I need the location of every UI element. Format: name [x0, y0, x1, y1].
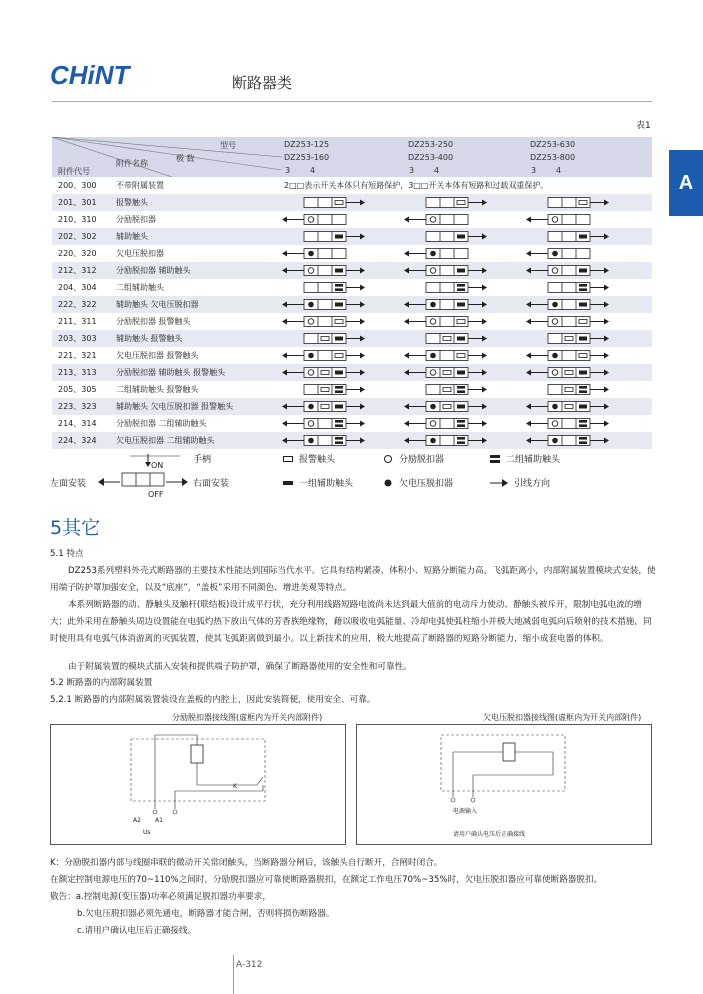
undervoltage-wiring-svg [357, 725, 651, 844]
header-col2-pole4: 4 [434, 166, 440, 175]
row-name: 报警触头 [116, 198, 148, 207]
accessory-symbol-icon [526, 299, 616, 310]
note-warning-a: 敬告：a.控制电源(变压器)功率必须满足脱扣器功率要求， [50, 892, 271, 902]
row-name: 分励脱扣器 二组辅助触头 [116, 419, 207, 428]
row-code: 220、320 [58, 249, 97, 258]
legend-aux2 [490, 452, 560, 465]
row-name: 分励脱扣器 辅助触头 [116, 266, 191, 275]
row-code: 210、310 [58, 215, 97, 224]
row-name: 欠电压脱扣器 报警触头 [116, 351, 199, 360]
table-row [52, 398, 652, 415]
header-col3-pole4: 4 [556, 166, 562, 175]
accessory-symbol-icon [526, 435, 616, 446]
accessory-symbol-icon [404, 384, 494, 395]
accessory-symbol-icon [404, 282, 494, 293]
accessory-symbol-icon [282, 231, 372, 242]
table-row [52, 364, 652, 381]
legend-on: ON [151, 461, 164, 470]
accessory-symbol-icon [526, 418, 616, 429]
legend-shunt-label: 分励脱扣器 [399, 455, 445, 465]
accessory-symbol-icon [282, 367, 372, 378]
header-col3-model-a: DZ253-630 [530, 140, 576, 149]
row-name: 辅助触头 欠电压脱扣器 报警触头 [116, 402, 234, 411]
row-code: 200、300 [58, 181, 97, 190]
accessory-symbol-icon [404, 316, 494, 327]
legend-lead-label: 引线方向 [514, 479, 551, 489]
accessory-symbol-icon [282, 333, 372, 344]
row-code: 204、304 [58, 283, 97, 292]
accessory-symbol-icon [404, 333, 494, 344]
accessory-symbol-icon [282, 299, 372, 310]
accessory-symbol-icon [526, 316, 616, 327]
legend-under [383, 476, 453, 489]
accessory-symbol-icon [282, 248, 372, 259]
table-row [52, 211, 652, 228]
accessory-symbol-icon [282, 316, 372, 327]
table-row [52, 330, 652, 347]
legend-left-mount: 左面安装 [50, 479, 87, 489]
legend-aux [283, 476, 353, 489]
accessory-symbol-icon [404, 435, 494, 446]
section-5-1-heading: 5.1 特点 [50, 549, 84, 559]
left-arrow-icon [98, 478, 120, 486]
chint-logo: CHiNT [50, 60, 130, 90]
accessory-symbol-icon [282, 384, 372, 395]
accessory-symbol-icon [526, 401, 616, 412]
accessory-symbol-icon [404, 214, 494, 225]
paragraph-1: DZ253系列塑料外壳式断路器的主要技术性能达到国际当代水平。它具有结构紧凑、体积小、短路分断能力高，飞弧距离小，内部附属装置模块式安装，使用端子防护罩加强安全，以及“底座”，“盖板”采用不同颜色、增进美观等特点。 [50, 566, 656, 593]
section-5-2-1-heading: 5.2.1 断路器的内部附属装置装设在盖板的内腔上，因此安装简便，使用安全、可靠。 [50, 695, 376, 705]
row-name: 欠电压脱扣器 [116, 249, 164, 258]
shunt-diagram-caption: 分励脱扣器接线图(虚框内为开关内部附件) [172, 713, 323, 722]
section-title: 断路器类 [232, 74, 293, 92]
legend-off: OFF [148, 490, 164, 499]
legend-shunt [383, 452, 444, 465]
header-col1-pole4: 4 [310, 166, 316, 175]
accessory-symbol-icon [282, 418, 372, 429]
table-row [52, 347, 652, 364]
note-warning-c: c.请用户确认电压后正确接线。 [77, 926, 197, 936]
accessory-symbol-icon [526, 282, 616, 293]
note-k: K：分励脱扣器内部与线圈串联的微动开关常闭触头，当断路器分闸后，该触头自行断开，合闸时闭合。 [50, 858, 443, 868]
table-row [52, 381, 652, 398]
table-row [52, 262, 652, 279]
header-accessory-name: 附件名称 [116, 159, 148, 168]
row-code: 212、312 [58, 266, 97, 275]
table-row [52, 177, 652, 194]
table-number: 表1 [636, 121, 651, 131]
row-name: 二组辅助触头 [116, 283, 164, 292]
accessory-symbol-icon [526, 248, 616, 259]
accessory-symbol-icon [404, 418, 494, 429]
row-name: 分励脱扣器 报警触头 [116, 317, 191, 326]
legend-alarm-label: 报警触头 [299, 455, 336, 465]
shunt-a1-label: A1 [155, 817, 163, 824]
table-row [52, 296, 652, 313]
header-col2-model-a: DZ253-250 [408, 140, 454, 149]
footer-divider [233, 955, 234, 994]
table-row [52, 415, 652, 432]
accessory-symbol-icon [404, 231, 494, 242]
accessory-symbol-icon [526, 231, 616, 242]
accessory-symbol-icon [282, 401, 372, 412]
accessory-symbol-icon [526, 214, 616, 225]
header-col3-pole3: 3 [531, 166, 537, 175]
row-code: 223、323 [58, 402, 97, 411]
shunt-k-label: K [233, 783, 237, 790]
header-accessory-code: 附件代号 [58, 167, 90, 176]
accessory-symbol-icon [404, 367, 494, 378]
header-col1-model-b: DZ253-160 [284, 153, 330, 162]
row-name: 二组辅助触头 报警触头 [116, 385, 199, 394]
accessory-symbol-icon [526, 384, 616, 395]
row-name: 不带附属装置 [116, 181, 164, 190]
row-code: 214、314 [58, 419, 97, 428]
accessory-symbol-icon [282, 214, 372, 225]
table-row [52, 279, 652, 296]
header-col2-pole3: 3 [409, 166, 415, 175]
undervoltage-input-label: 电源输入 [453, 808, 478, 815]
undervoltage-trip-icon [383, 478, 393, 488]
row-code: 205、305 [58, 385, 97, 394]
accessory-symbol-icon [282, 197, 372, 208]
accessory-symbol-icon [526, 350, 616, 361]
double-aux-contact-icon [490, 454, 500, 464]
lead-direction-icon [490, 479, 508, 487]
legend-alarm [283, 452, 335, 465]
row-code: 224、324 [58, 436, 97, 445]
shunt-us-label: Us [143, 829, 151, 836]
accessory-symbol-icon [404, 401, 494, 412]
legend-under-label: 欠电压脱扣器 [399, 479, 454, 489]
accessory-symbol-icon [404, 265, 494, 276]
aux-contact-icon [283, 480, 293, 486]
shunt-trip-icon [383, 454, 393, 464]
shunt-wiring-svg [51, 725, 345, 844]
shunt-trip-wiring-diagram [50, 724, 346, 845]
legend-aux-label: 一组辅助触头 [299, 479, 354, 489]
row-name: 分励脱扣器 辅助触头 报警触头 [116, 368, 226, 377]
legend-lead [490, 476, 550, 489]
undervoltage-wiring-diagram [356, 724, 652, 845]
table-body [52, 177, 652, 449]
header-poles: 极 数 [176, 154, 195, 163]
row-note: 2□□表示开关本体只有短路保护，3□□开关本体有短路和过载双重保护。 [284, 181, 549, 190]
row-code: 222、322 [58, 300, 97, 309]
row-code: 221、321 [58, 351, 97, 360]
section-5-heading: 5其它 [50, 517, 101, 539]
row-code: 201、301 [58, 198, 97, 207]
right-arrow-icon [166, 478, 188, 486]
row-name: 欠电压脱扣器 二组辅助触头 [116, 436, 215, 445]
table-row [52, 245, 652, 262]
row-code: 213、313 [58, 368, 97, 377]
legend-right-mount: 右面安装 [193, 479, 230, 489]
alarm-contact-icon [283, 456, 293, 462]
legend-handle: 手柄 [193, 455, 212, 465]
accessory-symbol-icon [526, 333, 616, 344]
header-model: 型号 [220, 141, 236, 150]
legend-aux2-label: 二组辅助触头 [506, 455, 561, 465]
paragraph-3: 由于附属装置的模块式插入安装和提供端子防护罩，确保了断路器使用的安全性和可靠性。 [68, 662, 412, 672]
shunt-a2-label: A2 [133, 817, 141, 824]
row-code: 203、303 [58, 334, 97, 343]
table-row [52, 228, 652, 245]
undervoltage-note-label: 请用户确认电压后正确接线 [453, 831, 526, 838]
accessory-symbol-icon [526, 367, 616, 378]
accessory-symbol-icon [404, 197, 494, 208]
table-header [52, 137, 652, 177]
paragraph-2: 本系列断路器的动、静触头及触杆(联结板)设计成平行状，充分利用线路短路电流尚未达到最大值前的电动斥力使动、静触头被斥开，限制电弧电流的增大；此外采用在静触头周边设置能在电弧灼热下放出气体的芳香族绝缘物，藉以吸收电弧能量、冷却电弧使弧柱缩小并极大地减弱电弧向后喷射的技术措施，同时使用具有电弧气体消游离的灭弧装置，使其飞弧距离做到最小。以上新技术的应用，极大地提高了断路器的短路分断能力，缩小成套电器的体积。 [50, 600, 652, 644]
header-col3-model-b: DZ253-800 [530, 153, 576, 162]
note-voltage: 在额定控制电源电压的70~110%之间时，分励脱扣器应可靠使断路器脱扣，在额定工作电压70%~35%时，欠电压脱扣器应可靠使断路器脱扣。 [50, 875, 603, 885]
accessory-table [52, 137, 652, 449]
header-col1-pole3: 3 [285, 166, 291, 175]
table-row [52, 313, 652, 330]
note-warning-b: b.欠电压脱扣器必须先通电，断路器才能合闸，否则将损伤断路器。 [77, 909, 335, 919]
row-code: 202、302 [58, 232, 97, 241]
row-name: 辅助触头 报警触头 [116, 334, 183, 343]
table-row [52, 194, 652, 211]
side-tab-a[interactable]: A [669, 150, 703, 216]
accessory-symbol-icon [404, 299, 494, 310]
header-col1-model-a: DZ253-125 [284, 140, 330, 149]
row-name: 分励脱扣器 [116, 215, 156, 224]
accessory-symbol-icon [526, 197, 616, 208]
accessory-symbol-icon [404, 248, 494, 259]
accessory-symbol-icon [282, 265, 372, 276]
header-col2-model-b: DZ253-400 [408, 153, 454, 162]
page-number: A-312 [236, 960, 263, 970]
accessory-symbol-icon [404, 350, 494, 361]
undervoltage-diagram-caption: 欠电压脱扣器接线图(虚框内为开关内部附件) [483, 713, 642, 722]
row-name: 辅助触头 欠电压脱扣器 [116, 300, 199, 309]
section-5-2-heading: 5.2 断路器的内部附属装置 [50, 678, 153, 688]
accessory-symbol-icon [282, 282, 372, 293]
row-name: 辅助触头 [116, 232, 148, 241]
header-divider [52, 101, 652, 102]
accessory-symbol-icon [526, 265, 616, 276]
accessory-symbol-icon [282, 435, 372, 446]
accessory-symbol-icon [282, 350, 372, 361]
table-row [52, 432, 652, 449]
row-code: 211、311 [58, 317, 97, 326]
